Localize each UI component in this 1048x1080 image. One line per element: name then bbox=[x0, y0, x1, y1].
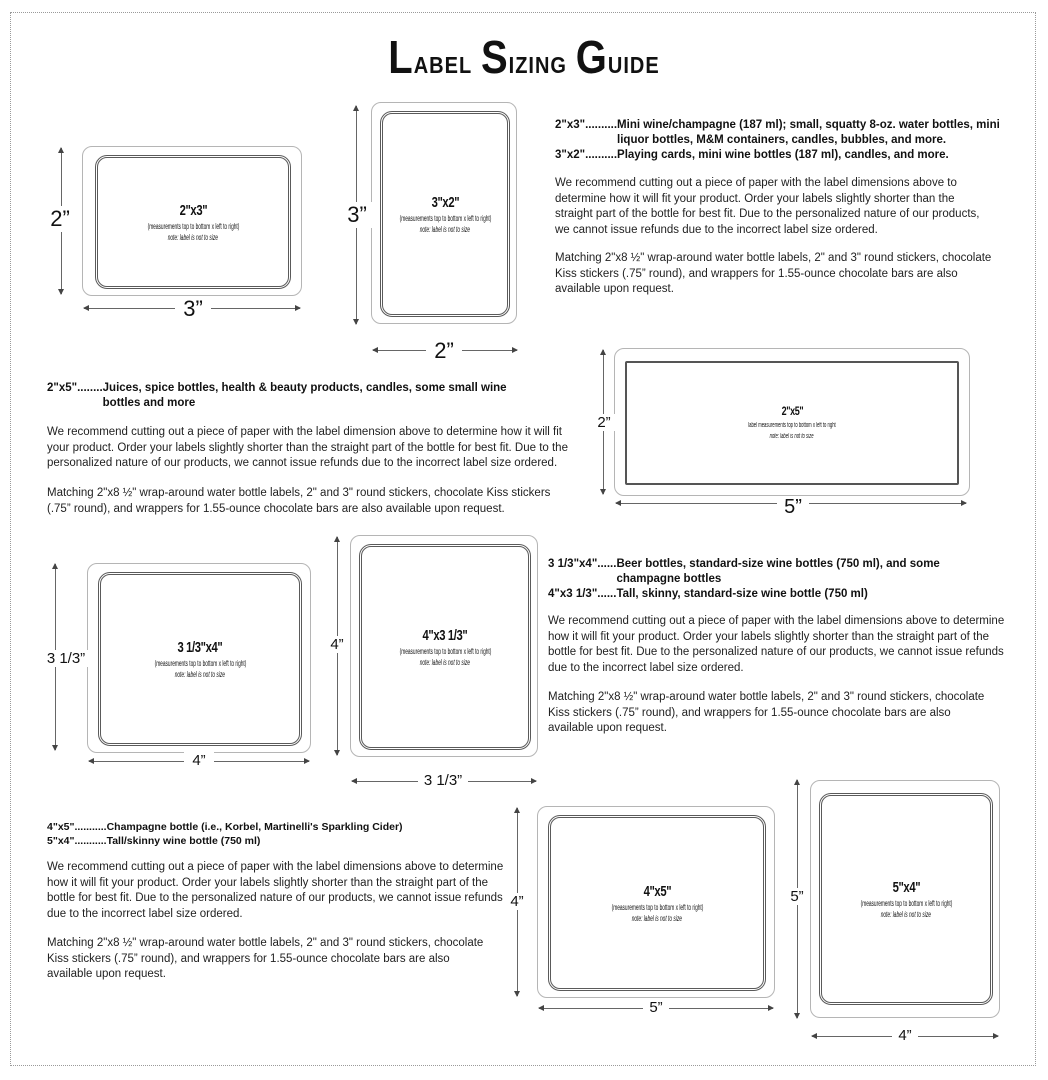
height-dimension-label: 5” bbox=[786, 888, 808, 905]
label-measure-note: (measurements top to bottom x left to right) bbox=[399, 646, 491, 656]
label-3x2-diagram bbox=[371, 102, 517, 324]
height-dimension-label: 3 1/3” bbox=[44, 650, 88, 667]
spec-list-2: 2"x5"........ Juices, spice bottles, health & beauty products, candles, some small wine bottles and more bbox=[47, 382, 507, 409]
label-2x5-diagram bbox=[614, 348, 970, 496]
width-dimension-label: 4” bbox=[184, 752, 214, 769]
height-dimension-label: 2” bbox=[44, 206, 76, 232]
width-dimension-label: 5” bbox=[777, 496, 809, 519]
label-measure-note: (measurements top to bottom x left to right) bbox=[154, 658, 246, 668]
label-measure-note: (measurements top to bottom x left to right) bbox=[611, 902, 703, 912]
label-scale-note: note: label is not to size bbox=[167, 232, 219, 242]
label-size-title: 2"x3" bbox=[179, 201, 207, 219]
recommendation-text: We recommend cutting out a piece of paper with the label dimension above to determine how it will fit your product. Order your labels slightly shorter than the straight part of the bottle for best fit. Due to the personalized nature of our products, we cannot issue refunds due to the incorrect label size ordered. bbox=[47, 426, 568, 469]
label-measure-note: (measurements top to bottom x left to right) bbox=[860, 898, 952, 908]
width-dimension-label: 3 1/3” bbox=[418, 772, 468, 789]
label-size-title: 4"x3 1/3" bbox=[422, 626, 468, 644]
label-measure-note: (measurements top to bottom x left to right) bbox=[147, 221, 239, 231]
label-size-title: 3"x2" bbox=[431, 193, 459, 211]
label-scale-note: note: label is not to size bbox=[631, 913, 683, 923]
height-dimension-label: 4” bbox=[506, 893, 528, 910]
width-dimension-label: 3” bbox=[175, 296, 211, 322]
label-3-1-3x4-diagram bbox=[87, 563, 311, 753]
spec-list-1: 2"x3".......... Mini wine/champagne (187 ml); small, squatty 8-oz. water bottles, mini liquor bottles, M&M containers, candles, bubbles, and more. 3"x2".......... Playing cards, mini wine bottles (187 ml), candles, and more. bbox=[555, 119, 1000, 161]
width-dimension-label: 5” bbox=[643, 999, 669, 1016]
label-4x5-diagram bbox=[537, 806, 775, 998]
label-5x4-diagram bbox=[810, 780, 1000, 1018]
label-4x3-1-3-diagram bbox=[350, 535, 538, 757]
label-size-title: 4"x5" bbox=[643, 882, 671, 900]
label-2x3-diagram bbox=[82, 146, 302, 296]
label-measure-note: (measurements top to bottom x left to right) bbox=[399, 213, 491, 223]
matching-products-text: Matching 2"x8 ½" wrap-around water bottle labels, 2" and 3" round stickers, chocolate Kiss stickers (.75” round), and wrappers for 1.55-ounce chocolate bars are also available upon request. bbox=[548, 691, 985, 734]
width-dimension-label: 2” bbox=[426, 338, 462, 364]
recommendation-text: We recommend cutting out a piece of paper with the label dimensions above to determine how it will fit your product. Order your labels slightly shorter than the straight part of the bottle for best fit. Due to the personalized nature of our products, we cannot issue refunds due to the incorrect label size ordered. bbox=[555, 177, 980, 236]
label-size-title: 3 1/3"x4" bbox=[177, 638, 223, 656]
label-scale-note: note: label is not to size bbox=[880, 909, 932, 919]
width-dimension-label: 4” bbox=[892, 1027, 918, 1044]
height-dimension-label: 3” bbox=[340, 202, 374, 228]
label-size-title: 2"x5" bbox=[781, 404, 803, 418]
label-measure-note: label measurements top to bottom x left to right bbox=[748, 422, 836, 429]
matching-products-text: Matching 2"x8 ½" wrap-around water bottle labels, 2" and 3" round stickers, chocolate Kiss stickers (.75” round), and wrappers for 1.55-ounce chocolate bars are also available upon request. bbox=[47, 937, 484, 980]
recommendation-text: We recommend cutting out a piece of paper with the label dimensions above to determine how it will fit your product. Order your labels slightly shorter than the straight part of the bottle for best fit. Due to the personalized nature of our products, we cannot issue refunds due to the incorrect label size ordered. bbox=[548, 615, 1005, 674]
matching-products-text: Matching 2"x8 ½" wrap-around water bottle labels, 2" and 3" round stickers, chocolate Kiss stickers (.75” round), and wrappers for 1.55-ounce chocolate bars are also available upon request. bbox=[555, 252, 992, 295]
page-title: Label Sizing Guide bbox=[388, 32, 660, 84]
label-scale-note: note: label is not to size bbox=[770, 433, 814, 440]
recommendation-text: We recommend cutting out a piece of paper with the label dimensions above to determine how it will fit your product. Order your labels slightly shorter than the straight part of the bottle for best fit. Due to the personalized nature of our products, we cannot issue refunds due to the incorrect label size ordered. bbox=[47, 861, 504, 920]
height-dimension-label: 2” bbox=[593, 414, 615, 431]
label-size-title: 5"x4" bbox=[892, 878, 920, 896]
spec-list-4: 4"x5"........... Champagne bottle (i.e., Korbel, Martinelli's Sparkling Cider) 5"x4"........... Tall/skinny wine bottle (750 ml) bbox=[47, 821, 403, 847]
matching-products-text: Matching 2"x8 ½" wrap-around water bottle labels, 2" and 3" round stickers, chocolate Kiss stickers (.75” round), and wrappers for 1.55-ounce chocolate bars are also available upon request. bbox=[47, 487, 551, 515]
label-scale-note: note: label is not to size bbox=[419, 224, 471, 234]
label-scale-note: note: label is not to size bbox=[419, 657, 471, 667]
spec-list-3: 3 1/3"x4"...... Beer bottles, standard-size wine bottles (750 ml), and some champagne bottles 4"x3 1/3"...... Tall, skinny, standard-size wine bottle (750 ml) bbox=[548, 558, 940, 600]
height-dimension-label: 4” bbox=[326, 636, 348, 653]
label-scale-note: note: label is not to size bbox=[174, 669, 226, 679]
